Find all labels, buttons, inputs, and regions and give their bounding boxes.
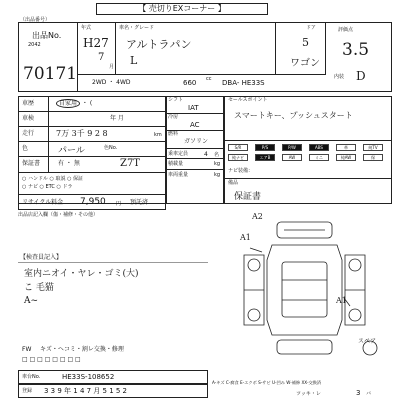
year-block [78,22,116,74]
weight-label: 車両重量 [168,172,189,178]
equipment-item: P/W [282,144,302,151]
color-label: 色 [22,145,29,152]
score-label: 評価点 [338,27,354,33]
capacity-label: 乗車定員 [168,151,189,157]
equipment-item: AW [282,154,302,161]
lot-number: 70171 [23,64,78,84]
model-label: 車名・グレード [119,25,155,31]
year-label: 年式 [81,25,92,31]
fw-checkboxes: □ □ □ □ □ □ □ □ [22,356,81,363]
inspector-line2: こ 毛猫 [24,283,54,293]
parking-label: ツッキ・レ [296,391,321,397]
small-label: （出品番号） [20,17,51,23]
warranty-label: 保証書 [22,160,41,167]
reg-selected: 自家用 [56,99,80,108]
color-no-value: Z7T [120,158,140,169]
other-value: 保証書 [234,192,262,202]
equipment-item: ミニ [309,154,329,161]
interior-label: 内装 [334,74,345,80]
reg-options: 自家用 ・ ( [56,100,92,107]
other-label: 備品 [228,180,239,186]
model-block [116,22,276,74]
drive-options: 2WD ・ 4WD [92,79,131,86]
fuel-label: 燃料 [168,131,179,137]
door-block [276,22,326,74]
right-mark: A1 [336,296,347,305]
options-line1: ○ ハンドル ○ 取説 ○ 保証 [22,176,84,182]
load-label: 積載量 [168,161,184,167]
grade: L [130,54,138,67]
equipment-item: エアB [255,154,275,161]
load-unit: kg [214,161,221,167]
equipment-item: 革 [336,144,356,151]
ac-label: 冷房 [168,114,179,120]
date-digits: 3 3 9 年 1 4 7 月 5 1 5 2 [44,387,128,395]
shift-label: シフト [168,97,184,103]
month-value: 7 [98,52,105,63]
body-value: ワゴン [290,58,320,69]
frame-label: 車台No. [22,374,41,380]
mileage-value: 7万 3千 9 2 8 [56,129,108,138]
equipment-item: 保 [363,154,383,161]
year-value: H27 [83,36,109,50]
displacement-unit: cc [206,76,212,82]
door-value: 5 [302,36,309,49]
frame-value: HE33S-108652 [62,373,115,381]
sales-label: セールスポイント [228,97,268,103]
equipment-item: ABS [309,144,329,151]
parking-unit: バ [366,391,372,397]
inspector-line3: A~ [24,296,39,306]
warranty-options: 有 ・ 無 [58,160,80,167]
parking-value: 3 [356,389,361,397]
equipment-grid [228,144,390,164]
fuel-value: ガソリン [184,138,209,145]
recycle-status: 預託済 [130,199,149,206]
date-label: 登録 [22,388,33,394]
equipment-item: P/S [255,144,275,151]
capacity-unit: 名 [214,152,220,158]
model-name: アルトラパン [126,38,192,51]
inspector-line1: 室内ニオイ・ヤレ・ゴミ(大) [24,269,139,279]
equipment-item: S/R [228,144,248,151]
damage-legend: A-キズ C-腐食 E-エクボ S-サビ U-凹み W-補修 XX-交換済 [212,380,322,385]
fw-options: キズ・ヘコミ・割レ交換・修理 [40,346,124,353]
capacity-value: 4 [204,151,208,158]
displacement: 660 [183,79,197,87]
lot-label: 出品No. [32,31,62,40]
equipment-item: 純AW [336,154,356,161]
left-mark: A1 [240,233,251,242]
mileage-label: 走行 [22,130,35,137]
inspection-unit: 年 月 [110,115,124,122]
interior-value: D [356,69,366,83]
sales-text: スマートキー、プッシュスタート [234,111,353,120]
equipment-item: 純ナビ [228,154,248,161]
month-unit: 月 [109,64,115,70]
recycle-unit: 円 [116,201,122,207]
recycle-value: 7,950 [80,197,106,207]
front-mark: A2 [252,212,263,221]
recycle-label: リサイクル料金 [22,199,64,206]
ac-value: AC [190,121,200,129]
color-no-label: 色No. [104,145,118,151]
mileage-unit: km [154,132,162,138]
equipment-item: 純TV [363,144,383,151]
reg-label: 車歴 [22,100,35,107]
options-line2: ○ ナビ ○ ETC ○ ドラ [22,184,73,190]
navi-label: ナビ装備： [228,168,254,174]
spare-label: スペア [358,338,377,345]
score-block [326,22,392,92]
notes-label: 出品店記入欄（傷・補修・その他） [18,212,99,218]
door-label: ドア [306,25,316,31]
shift-value: IAT [188,104,199,112]
lot-sub: 2042 [28,42,41,48]
header-title: 【 売切りEXコーナー 】 [96,3,268,15]
inspection-label: 車検 [22,115,35,122]
score-value: 3.5 [342,40,370,60]
model-code: DBA- HE33S [222,79,265,87]
inspector-label: 【検査員記入】 [20,254,63,261]
lot-block [18,22,78,92]
weight-unit: kg [214,172,221,178]
color-value: パール [58,146,85,156]
fw-label: FW [22,346,32,353]
